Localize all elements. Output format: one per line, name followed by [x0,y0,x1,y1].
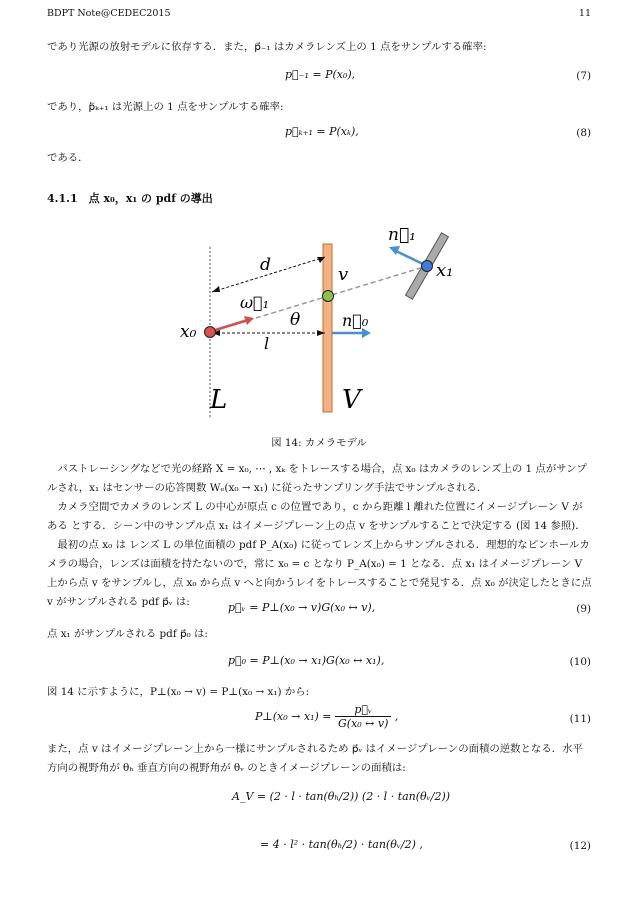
equation-11-numerator: p⃗ᵥ [335,703,391,717]
label-omega1: ω⃗₁ [240,293,270,312]
point-x1 [422,261,433,272]
paragraph-2: であり，p⃖ₖ₊₁ は光源上の 1 点をサンプルする確率: [47,101,284,113]
label-n0: n⃗₀ [342,311,369,330]
label-x1: x₁ [436,260,454,281]
section-heading: 4.1.1 点 x₀，x₁ の pdf の導出 [47,192,213,205]
label-n1: n⃗₁ [388,225,416,245]
paragraph-6: また，点 v はイメージプレーン上から一様にサンプルされるため p⃗ᵥ はイメージプレーンの面積の逆数となる．水平方向の視野角が θₕ 垂直方向の視野角が θᵥ のときイメージプレーンの面積は: [47,743,583,774]
equation-9: p⃗ᵥ = P⊥(x₀ → v)G(x₀ ↔ v), [228,601,376,614]
paragraph-5: 図 14 に示すように，P⊥(x₀ → v) = P⊥(x₀ → x₁) から: [47,686,310,698]
label-x0: x₀ [180,322,197,342]
equation-7: p⃗₋₁ = P(x₀), [285,68,356,81]
normal-n1-arrow [396,251,425,265]
paragraph-1: であり光源の放射モデルに依存する．また，p⃗₋₁ はカメラレンズ上の 1 点をサンプルする確率: [47,41,487,53]
page-number: 11 [578,8,591,19]
paragraph-4: 点 x₁ がサンプルされる pdf p⃗₀ は: [47,628,208,640]
camera-model-figure [170,222,470,422]
equation-11-denominator: G(x₀ ↔ v) [337,717,389,730]
label-theta: θ [290,310,301,330]
label-l: l [264,334,270,353]
figure-caption: 図 14: カメラモデル [271,437,367,449]
point-x0 [205,327,216,338]
label-v: v [338,264,349,285]
equation-10-number: (10) [569,656,591,668]
label-d: d [260,255,271,275]
paragraph-3: である． [47,152,89,164]
label-V: V [342,385,361,415]
point-v [323,291,334,302]
body-paragraph-3: 最初の点 x₀ は レンズ L の単位面積の pdf P_A(x₀) に従ってレンズ上からサンプルされる．理想的なピンホールカメラの場合，レンズは面積を持たないので，常に x₀ = c となり P_A(x₀) = 1 となる．点 x₁ はイメージプレーン V 上から点 v をサンプルし，点 x₀ から点 v へと向かうレイをトレースすることで発見する．点 x₀ が決定したときに点 v がサンプルされる pdf p⃗ᵥ は: [47,539,592,608]
body-paragraph-1: パストレーシングなどで光の経路 X = x₀, ⋯ , xₖ をトレースする場合，点 x₀ はカメラのレンズ上の 1 点がサンプルされ，x₁ はセンサーの応答関数 Wₑ(x₀ → x₁) に従ったサンプリング手法でサンプルされる． [47,463,587,494]
running-header: BDPT Note@CEDEC2015 [47,8,171,19]
equation-8-number: (8) [576,127,591,139]
equation-11-tail: , [394,710,399,723]
equation-7-number: (7) [576,70,591,82]
equation-11-number: (11) [569,713,591,725]
equation-10: p⃗₀ = P⊥(x₀ → x₁)G(x₀ ↔ x₁), [228,654,385,667]
equation-12-line-2: = 4 · l² · tan(θₕ/2) · tan(θᵥ/2) , [260,838,423,851]
equation-8: p⃖ₖ₊₁ = P(xₖ), [285,125,359,138]
equation-12-line-1: A_V = (2 · l · tan(θₕ/2)) (2 · l · tan(θᵥ/2)) [232,790,451,803]
equation-11-fraction [335,703,391,730]
equation-12-number: (12) [569,840,591,852]
equation-11-lhs: P⊥(x₀ → x₁) = [255,710,332,723]
label-L: L [210,385,228,415]
omega-arrow [212,320,248,331]
body-paragraph-2: カメラ空間でカメラのレンズ L の中心が原点 c の位置であり，c から距離 l 離れた位置にイメージプレーン V がある とする．シーン中のサンプル点 x₁ はイメージプレーン上の点 v をサンプルすることで決定する (図 14 参照)． [47,501,586,532]
image-plane [323,244,332,412]
equation-9-number: (9) [576,603,591,615]
equation-11 [255,703,398,730]
